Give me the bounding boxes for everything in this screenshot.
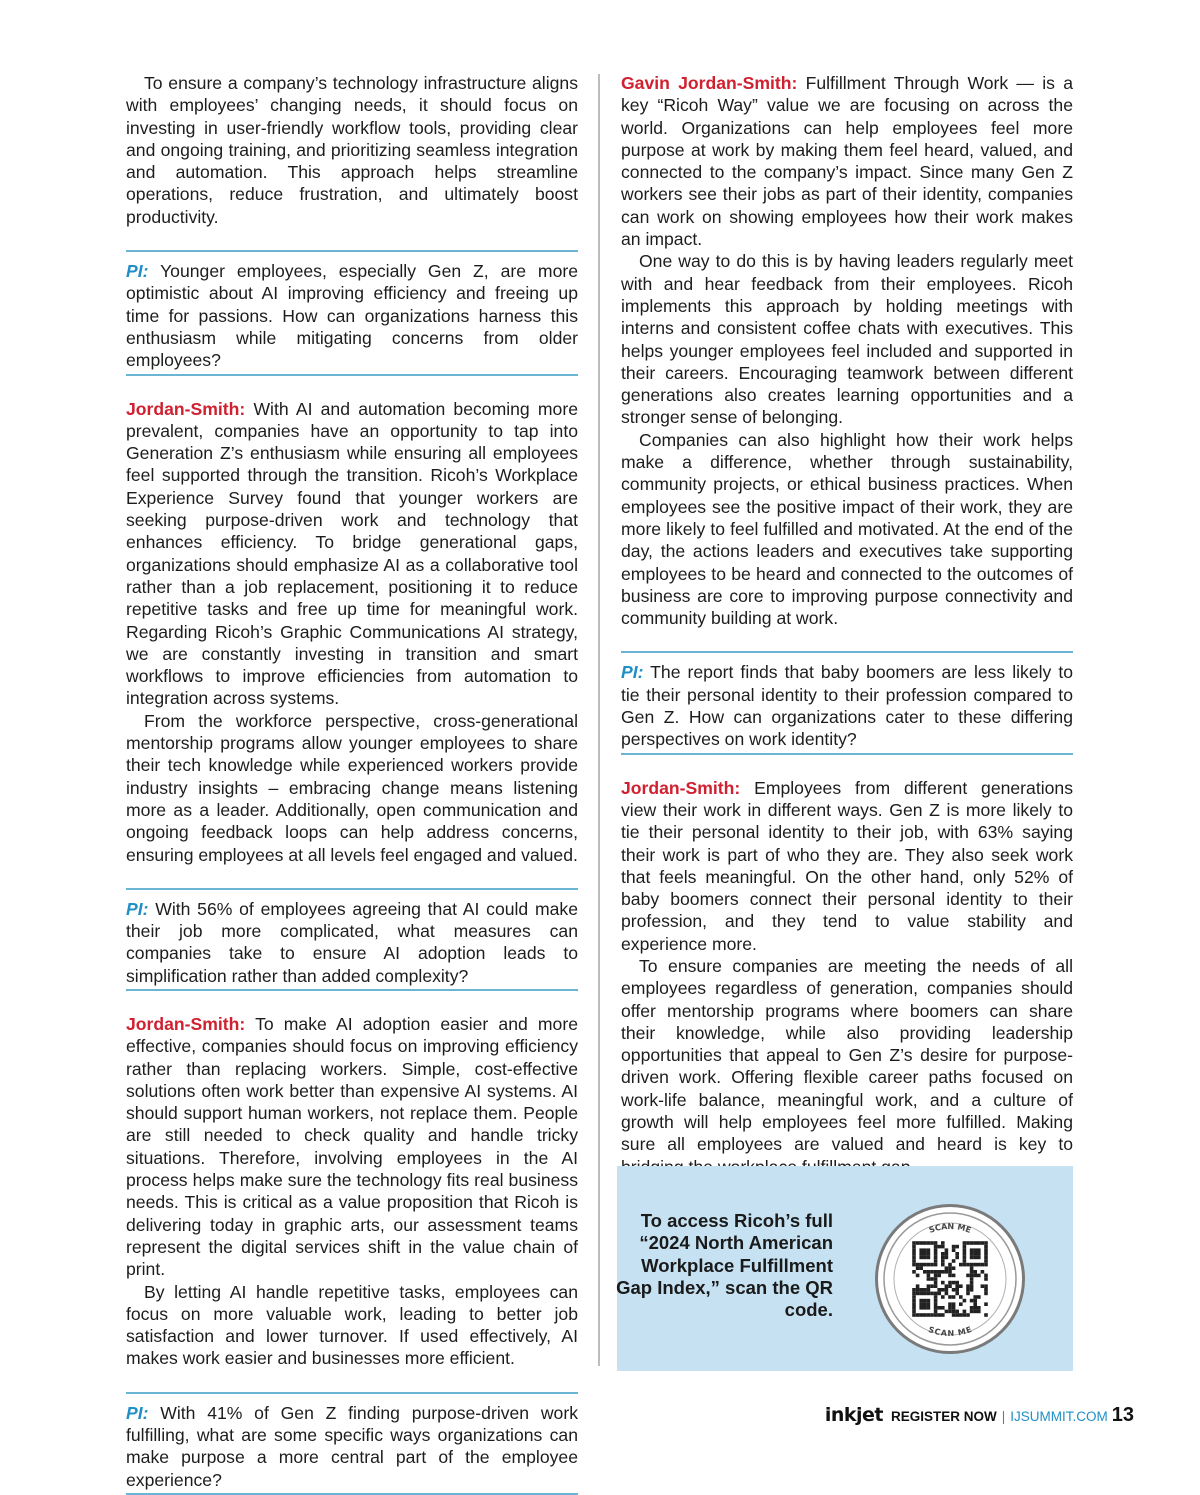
question-1 [126, 250, 578, 375]
svg-text:SCAN ME [927, 1325, 973, 1338]
speaker-name: Jordan-Smith: [126, 1013, 246, 1034]
answer-1 [126, 398, 578, 710]
ijsummit-url-link[interactable]: IJSUMMIT.COM [1010, 1409, 1108, 1424]
question-3 [126, 1392, 578, 1495]
page-number: 13 [1111, 1404, 1134, 1426]
qr-modules [912, 1241, 988, 1317]
question-label: PI: [621, 662, 644, 683]
answer-text: To make AI adoption easier and more effective, companies should focus on improving efficiency rather than replacing workers. Simple, cost-effective solutions often work better than expensive AI systems. AI should support human workers, not replace them. People are still needed to check quality and handle tricky situations. Therefore, involving employees in the AI process helps make sure the technology fits real business needs. This is critical as a value proposition that Ricoh is delivering today in graphic arts, our assessment teams represent the digital services shift in the value chain of print. [126, 1013, 578, 1280]
qr-scan-label-bottom: SCAN ME [927, 1324, 973, 1339]
page-footer [825, 1404, 1134, 1432]
speaker-name: Jordan-Smith: [126, 398, 246, 419]
speaker-name: Jordan-Smith: [621, 777, 741, 798]
question-label: PI: [126, 898, 149, 919]
register-now-link[interactable]: REGISTER NOW [890, 1409, 997, 1424]
answer-4-paragraph-2: To ensure companies are meeting the needs of all employees regardless of generation, companies should offer mentorship programs where boomers can share their knowledge, while also providing leadership opportunities that appeal to Gen Z’s desire for purpose-driven work. Offering flexible career paths focused on work-life balance, meaningful work, and a culture of growth will help employees feel more fulfilled. Making sure all employees are valued and heard is key to [621, 955, 1073, 1155]
question-label: PI: [126, 261, 149, 282]
qr-scan-label-top: SCAN ME [927, 1221, 973, 1235]
answer-2-paragraph-2: By letting AI handle repetitive tasks, employees can focus on more valuable work, leading to better job satisfaction and lower turnover. If used effectively, AI makes work easier and businesses more efficient. [126, 1281, 578, 1369]
left-column [126, 72, 578, 1495]
intro-paragraph: To ensure a company’s technology infrastructure aligns with employees’ changing needs, it should focus on investing in user-friendly workflow tools, providing clear and ongoing training, and prioritizing seamless integration and automation. This approach helps streamline operations, reduce frustration, and ultimately boost productivity. [126, 73, 578, 227]
question-text: The report finds that baby boomers are less likely to tie their personal identity to their profession compared to Gen Z. How can organizations cater to these differing perspectives on work identity? [621, 662, 1073, 750]
answer-text: Employees from different generations view their work in different ways. Gen Z is more likely to tie their personal identity to their job, with 63% saying their work is part of who they are. They also seek work that feels meaningful. On the other hand, only 52% of baby boomers connect their personal identity to their profession, and they tend to value stability and experience more. [621, 777, 1073, 954]
question-text: With 56% of employees agreeing that AI could make their job more complicated, what measures can companies take to ensure AI adoption leads to simplification rather than added complexity? [126, 898, 578, 986]
answer-3 [621, 72, 1073, 250]
answer-3-paragraph-3: Companies can also highlight how their work helps make a difference, whether through sustainability, community projects, or ethical business practices. When employees see the positive impact of their work, they are more likely to feel fulfilled and motivated. At the end of the day, the actions leaders and executives take supporting employees to be heard and connected to the outcomes of business are core to improving purpose connectivity and community building at work. [621, 429, 1073, 629]
question-label: PI: [126, 1402, 149, 1423]
right-column [621, 72, 1073, 1178]
qr-code-graphic [878, 1207, 1022, 1351]
question-text: With 41% of Gen Z finding purpose-driven work fulfilling, what are some specific ways organizations can make purpose a more central part of the employee experience? [126, 1402, 578, 1490]
inkjet-logo: inkjet [824, 1404, 883, 1426]
question-text: Younger employees, especially Gen Z, are more optimistic about AI improving efficiency and freeing up time for passions. How can organizations harness this enthusiasm while mitigating concerns from older employees? [126, 261, 578, 371]
qr-callout-box [617, 1166, 1073, 1371]
footer-separator: | [1001, 1409, 1006, 1424]
answer-text: Fulfillment Through Work — is a key “Ricoh Way” value we are focusing on across the world. Organizations can help employees feel more purpose at work by making them feel heard, valued, and connected to the company’s impact. Since many Gen Z workers see their jobs as part of their identity, companies can work on showing employees how their work makes an impact. [621, 73, 1073, 250]
answer-text: With AI and automation becoming more prevalent, companies have an opportunity to tap into Generation Z’s enthusiasm while ensuring all employees feel supported through the transition. Ricoh’s Workplace Experience Survey found that younger workers are seeking purpose-driven work and technology that enhances efficiency. To bridge generational gaps, organizations should emphasize AI as a collaborative tool rather than a job replacement, positioning it to reduce repetitive tasks and free up time for meaningful work. Regarding Ricoh’s Graphic Communications AI strategy, we are constantly investing in transition and smart workflows to improve efficiencies from automation to integration across systems. [126, 398, 578, 709]
question-2 [126, 888, 578, 991]
column-divider [598, 74, 600, 1366]
answer-2 [126, 1013, 578, 1281]
answer-1-paragraph-2: From the workforce perspective, cross-generational mentorship programs allow younger employees to share their tech knowledge while experienced workers provide industry insights – embracing change means listening more as a leader. Additionally, open communication and ongoing feedback loops can help address concerns, ensuring employees at all levels feel engaged and valued. [126, 710, 578, 865]
callout-text: To access Ricoh’s full “2024 North American Workplace Fulfillment Gap Index,” scan the QR code. [616, 1210, 833, 1321]
speaker-name: Gavin Jordan-Smith: [621, 73, 798, 93]
qr-code[interactable] [875, 1204, 1025, 1354]
answer-3-paragraph-2: One way to do this is by having leaders regularly meet with and hear feedback from their employees. Ricoh implements this approach by holding meetings with interns and consistent coffee chats with executives. This helps younger employees feel included and supported in their careers. Encouraging teamwork between different generations also creates learning opportunities and a stronger sense of belonging. [621, 251, 1073, 428]
question-4 [621, 651, 1073, 754]
svg-text:SCAN ME [928, 1222, 973, 1235]
answer-4 [621, 777, 1073, 955]
